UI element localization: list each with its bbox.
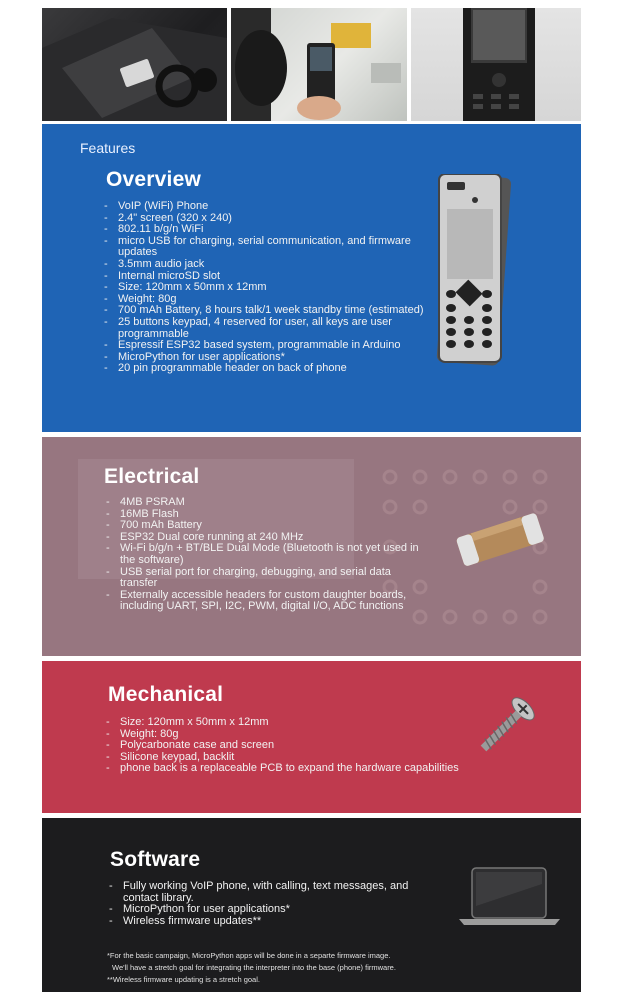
spec-item: - 3.5mm audio jack xyxy=(102,259,437,271)
spec-item: - Weight: 80g xyxy=(102,294,437,306)
bag-headphones-photo xyxy=(42,8,227,121)
spec-item: - Espressif ESP32 based system, programmable in Arduino xyxy=(102,340,437,352)
capacitor-icon xyxy=(452,509,547,569)
spec-item: - MicroPython for user applications* xyxy=(107,904,417,916)
spec-item: - Internal microSD slot xyxy=(102,271,437,283)
spec-item: - Silicone keypad, backlit xyxy=(104,752,464,764)
spec-item: - 700 mAh Battery, 8 hours talk/1 week standby time (estimated) xyxy=(102,305,437,317)
mechanical-heading: Mechanical xyxy=(108,683,224,706)
spec-item: - Polycarbonate case and screen xyxy=(104,740,464,752)
footnote-3: **Wireless firmware updating is a stretch goal. xyxy=(107,975,260,984)
hand-holding-phone-photo xyxy=(231,8,407,121)
spec-item: - Externally accessible headers for custom daughter boards, including UART, SPI, I2C, PWM, digital I/O, ADC functions xyxy=(104,590,419,613)
spec-item: - VoIP (WiFi) Phone xyxy=(102,201,437,213)
hand-holding-phone-photo-icon xyxy=(231,8,407,121)
phone-render-icon xyxy=(435,174,515,369)
spec-item: - micro USB for charging, serial communication, and firmware updates xyxy=(102,236,437,259)
spec-item: - Size: 120mm x 50mm x 12mm xyxy=(102,282,437,294)
spec-item: - 700 mAh Battery xyxy=(104,520,419,532)
mechanical-spec-list xyxy=(104,717,464,775)
overview-spec-list xyxy=(102,201,437,375)
electrical-section xyxy=(42,437,581,656)
features-label: Features xyxy=(80,140,136,156)
spec-item: - 20 pin programmable header on back of phone xyxy=(102,363,437,375)
spec-item: - USB serial port for charging, debugging, and serial data transfer xyxy=(104,567,419,590)
footnote-1: *For the basic campaign, MicroPython apps will be done in a separte firmware image. xyxy=(107,951,391,960)
spec-item: - 4MB PSRAM xyxy=(104,497,419,509)
spec-item: - Fully working VoIP phone, with calling, text messages, and contact library. xyxy=(107,881,417,904)
software-section xyxy=(42,818,581,992)
spec-item: - 25 buttons keypad, 4 reserved for user, all keys are user programmable xyxy=(102,317,437,340)
phone-closeup-photo xyxy=(411,8,581,121)
electrical-heading: Electrical xyxy=(104,465,200,488)
spec-item: - 802.11 b/g/n WiFi xyxy=(102,224,437,236)
spec-item: - 2.4" screen (320 x 240) xyxy=(102,213,437,225)
bag-headphones-photo-icon xyxy=(42,8,227,121)
software-spec-list xyxy=(107,881,417,927)
laptop-icon xyxy=(457,866,562,928)
spec-item: - MicroPython for user applications* xyxy=(102,352,437,364)
overview-section xyxy=(42,124,581,432)
electrical-spec-list xyxy=(104,497,419,613)
screw-icon xyxy=(467,691,542,766)
spec-item: - Wi-Fi b/g/n + BT/BLE Dual Mode (Bluetooth is not yet used in the software) xyxy=(104,543,419,566)
footnote-2: We'll have a stretch goal for integrating the interpreter into the base (phone) firmware. xyxy=(112,963,396,972)
spec-item: - 16MB Flash xyxy=(104,509,419,521)
phone-closeup-photo-icon xyxy=(411,8,581,121)
spec-item: - Wireless firmware updates** xyxy=(107,916,417,928)
spec-item: - Weight: 80g xyxy=(104,729,464,741)
mechanical-section xyxy=(42,661,581,813)
spec-item: - Size: 120mm x 50mm x 12mm xyxy=(104,717,464,729)
spec-item: - ESP32 Dual core running at 240 MHz xyxy=(104,532,419,544)
spec-item: - phone back is a replaceable PCB to expand the hardware capabilities xyxy=(104,763,464,775)
overview-heading: Overview xyxy=(106,168,201,191)
software-heading: Software xyxy=(110,848,201,871)
